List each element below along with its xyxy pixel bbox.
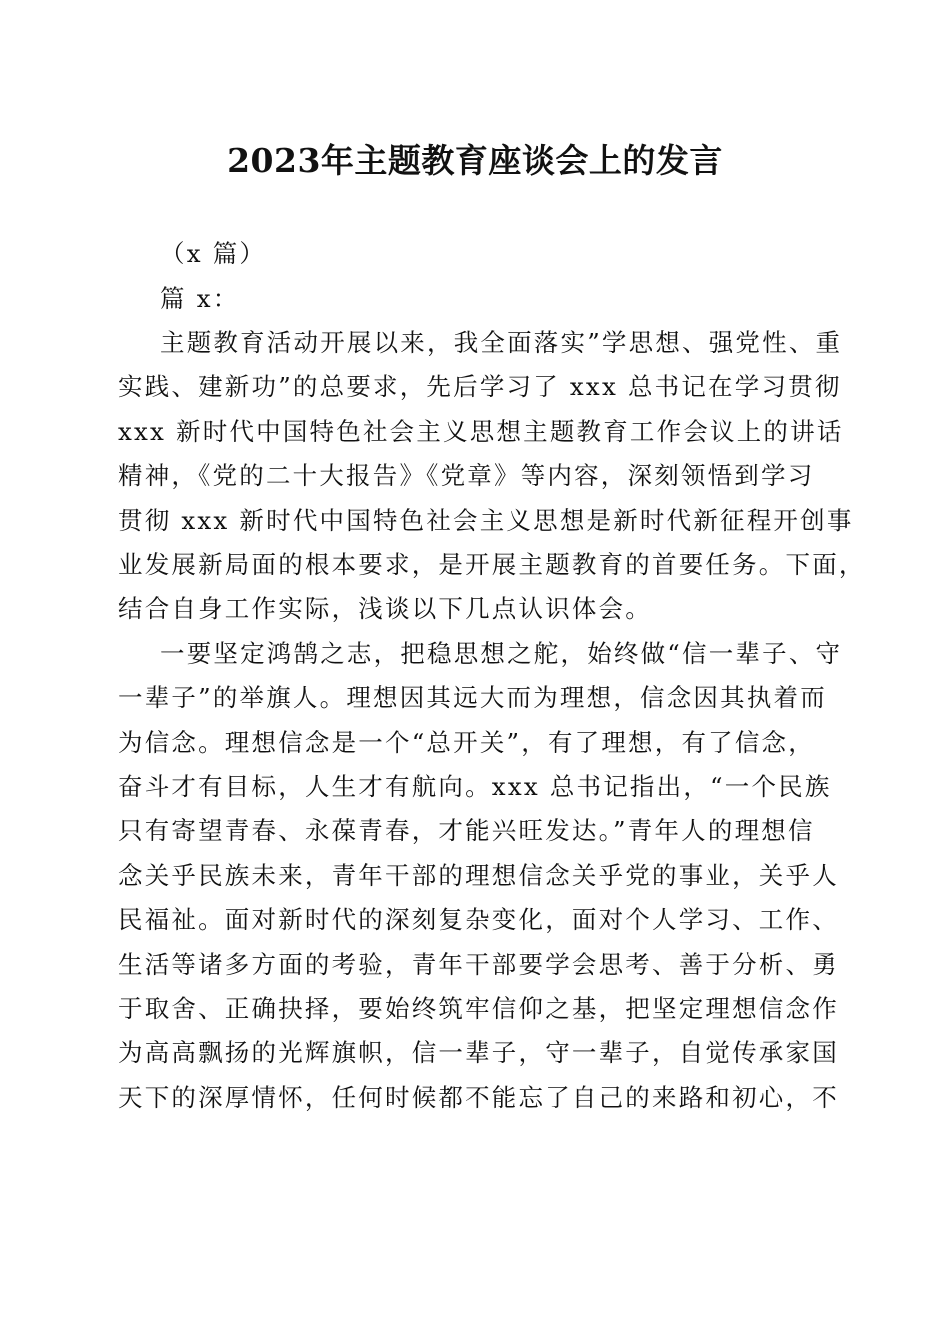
text-line: 为信念。理想信念是一个“总开关”，有了理想，有了信念， bbox=[118, 728, 815, 757]
text-line: 结合自身工作实际，浅谈以下几点认识体会。 bbox=[118, 594, 652, 623]
text-line: 一要坚定鸿鹄之志，把稳思想之舵，始终做“信一辈子、守 bbox=[160, 639, 843, 668]
text-line: 于取舍、正确抉择，要始终筑牢信仰之基，把坚定理想信念作 bbox=[118, 994, 839, 1023]
text-line: 民福祉。面对新时代的深刻复杂变化，面对个人学习、工作、 bbox=[118, 905, 839, 934]
text-line: 贯彻 xxx 新时代中国特色社会主义思想是新时代新征程开创事 bbox=[118, 506, 854, 535]
text-line: 天下的深厚情怀，任何时候都不能忘了自己的来路和初心，不 bbox=[118, 1083, 839, 1112]
text-line: 只有寄望青春、永葆青春，才能兴旺发达。”青年人的理想信 bbox=[118, 816, 815, 845]
text-line: 一辈子”的举旗人。理想因其远大而为理想，信念因其执着而 bbox=[118, 683, 827, 712]
text-line: 业发展新局面的根本要求，是开展主题教育的首要任务。下面， bbox=[118, 550, 866, 579]
text-line: 主题教育活动开展以来，我全面落实”学思想、强党性、重 bbox=[160, 328, 843, 357]
text-line: 精神，《党的二十大报告》《党章》等内容，深刻领悟到学习 bbox=[118, 461, 815, 490]
text-line: （x 篇） bbox=[160, 239, 267, 268]
text-line: 篇 x： bbox=[160, 284, 240, 313]
text-line: 为高高飘扬的光辉旗帜，信一辈子，守一辈子，自觉传承家国 bbox=[118, 1038, 839, 1067]
document-title: 2023年主题教育座谈会上的发言 bbox=[227, 141, 723, 180]
text-line: 奋斗才有目标，人生才有航向。xxx 总书记指出，“一个民族 bbox=[118, 772, 832, 801]
text-line: 念关乎民族未来，青年干部的理想信念关乎党的事业，关乎人 bbox=[118, 861, 839, 890]
text-line: xxx 新时代中国特色社会主义思想主题教育工作会议上的讲话 bbox=[118, 417, 844, 446]
text-line: 生活等诸多方面的考验，青年干部要学会思考、善于分析、勇 bbox=[118, 950, 839, 979]
text-line: 实践、建新功”的总要求，先后学习了 xxx 总书记在学习贯彻 bbox=[118, 372, 842, 401]
